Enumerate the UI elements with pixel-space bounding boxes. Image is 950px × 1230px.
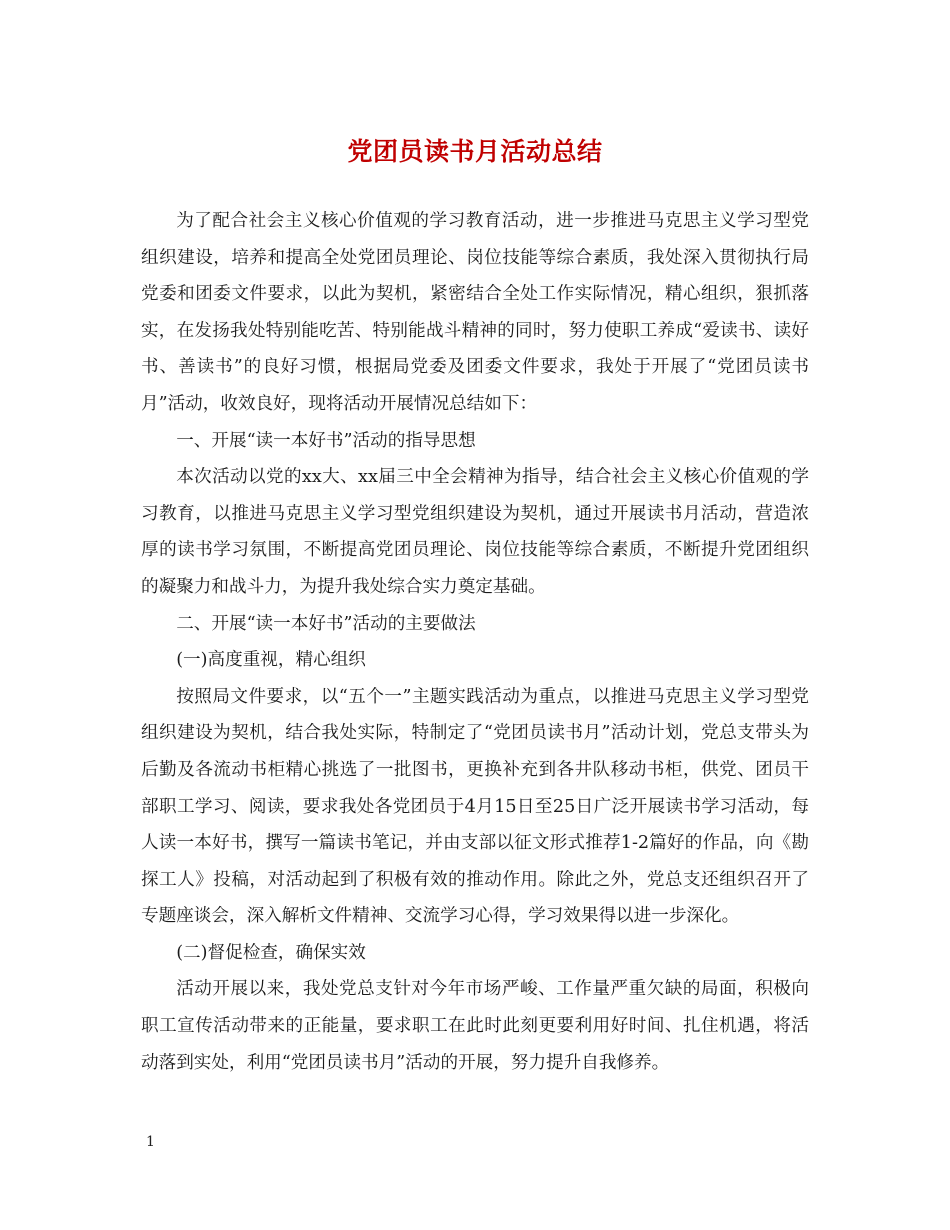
paragraph-organization: 按照局文件要求，以“五个一”主题实践活动为重点，以推进马克思主义学习型党组织建设为契机，结合我处实际，特制定了“党团员读书月”活动计划，党总支带头为后勤及各流动书柜精心挑选了一批图书，更换补充到各井队移动书柜，供党、团员干部职工学习、阅读，要求我处各党团员于4月15日至25日广泛开展读书学习活动，每人读一本好书，撰写一篇读书笔记，并由支部以征文形式推荐1-2篇好的作品，向《勘探工人》投稿，对活动起到了积极有效的推动作用。除此之外，党总支还组织召开了专题座谈会，深入解析文件精神、交流学习心得，学习效果得以进一步深化。: [141, 686, 809, 927]
heading-guiding-ideology: 一、开展“读一本好书”活动的指导思想: [176, 430, 476, 451]
page-number: 1: [146, 1134, 155, 1150]
heading-main-practices: 二、开展“读一本好书”活动的主要做法: [176, 613, 476, 634]
paragraph-guiding-ideology: 本次活动以党的xx大、xx届三中全会精神为指导，结合社会主义核心价值观的学习教育，以推进马克思主义学习型党组织建设为契机，通过开展读书月活动，营造浓厚的读书学习氛围，不断提高党团员理论、岗位技能等综合素质，不断提升党团组织的凝聚力和战斗力，为提升我处综合实力奠定基础。: [141, 467, 809, 597]
paragraph-intro: 为了配合社会主义核心价值观的学习教育活动，进一步推进马克思主义学习型党组织建设，培养和提高全处党团员理论、岗位技能等综合素质，我处深入贯彻执行局党委和团委文件要求，以此为契机，紧密结合全处工作实际情况，精心组织，狠抓落实，在发扬我处特别能吃苦、特别能战斗精神的同时，努力使职工养成“爱读书、读好书、善读书”的良好习惯，根据局党委及团委文件要求，我处于开展了“党团员读书月”活动，收效良好，现将活动开展情况总结如下：: [141, 211, 809, 414]
paragraph-inspection: 活动开展以来，我处党总支针对今年市场严峻、工作量严重欠缺的局面，积极向职工宣传活动带来的正能量，要求职工在此时此刻更要利用好时间、扎住机遇，将活动落到实处，利用“党团员读书月”活动的开展，努力提升自我修养。: [141, 979, 809, 1073]
document-body: [141, 203, 809, 1081]
subheading-inspection: (二)督促检查，确保实效: [176, 942, 366, 963]
subheading-organization: (一)高度重视，精心组织: [176, 650, 366, 671]
document-title: 党团员读书月活动总结: [347, 137, 603, 166]
